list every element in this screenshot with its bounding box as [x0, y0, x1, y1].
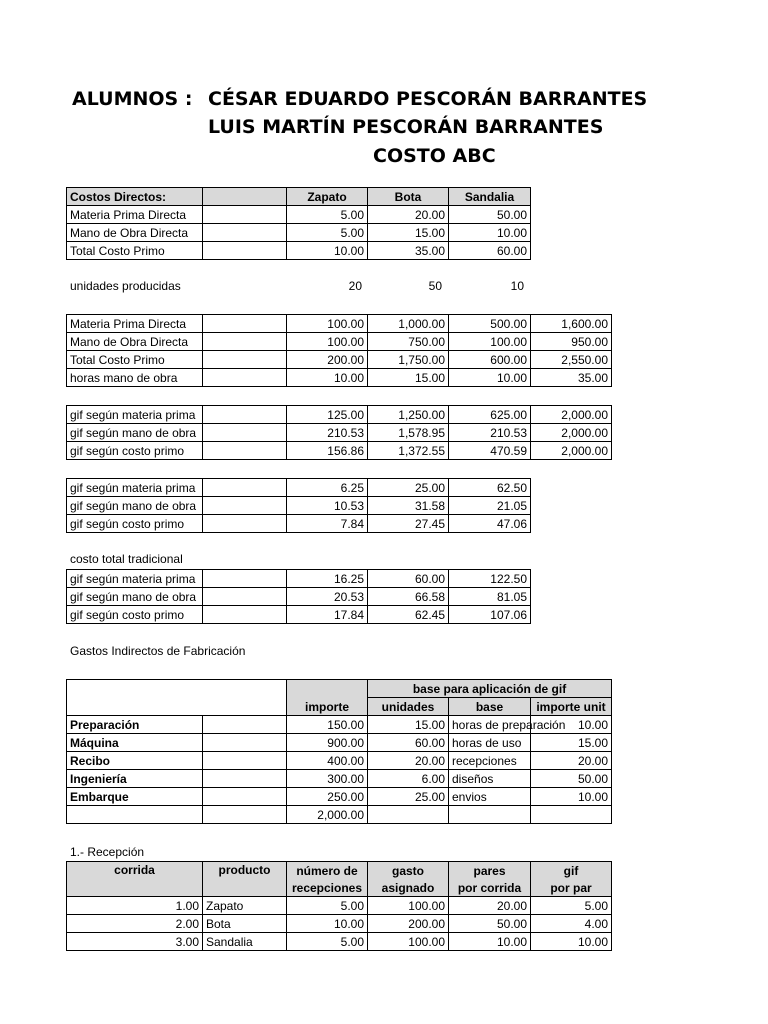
table-cell: 20.00 — [449, 897, 531, 915]
header-cell: importe unit — [531, 698, 612, 716]
units-produced-label: unidades producidas — [70, 279, 181, 293]
gif-per-unit-table — [66, 478, 531, 533]
table-cell: 27.45 — [368, 515, 449, 533]
table-cell — [203, 497, 287, 515]
table-row — [67, 333, 612, 351]
table-cell: 10.00 — [449, 224, 531, 242]
header-cell: importe — [287, 680, 368, 716]
table-cell: 10.00 — [287, 915, 368, 933]
table-cell: 600.00 — [449, 351, 531, 369]
table-cell: 20.53 — [287, 588, 368, 606]
table-cell: gif según mano de obra — [67, 424, 203, 442]
header-cell: Sandalia — [449, 188, 531, 206]
table-cell: 10.00 — [531, 788, 612, 806]
table-cell: 470.59 — [449, 442, 531, 460]
table-row — [67, 570, 531, 588]
table-cell: horas mano de obra — [67, 369, 203, 387]
table-row — [67, 315, 612, 333]
table-cell: 60.00 — [368, 734, 449, 752]
table-cell: 3.00 — [67, 933, 203, 951]
table-cell: 20.00 — [368, 752, 449, 770]
table-cell: 21.05 — [449, 497, 531, 515]
table-cell: 1,250.00 — [368, 406, 449, 424]
table-cell: 2,000.00 — [531, 406, 612, 424]
table-cell: 5.00 — [287, 224, 368, 242]
table-cell: 4.00 — [531, 915, 612, 933]
units-value: 50 — [428, 279, 442, 293]
table-header-row — [67, 680, 612, 698]
table-cell: 750.00 — [368, 333, 449, 351]
table-cell: 2.00 — [67, 915, 203, 933]
table-cell: 10.00 — [287, 369, 368, 387]
table-cell: 20.00 — [368, 206, 449, 224]
table-cell — [203, 770, 287, 788]
header-cell: unidades — [368, 698, 449, 716]
table-cell — [449, 806, 531, 824]
table-cell: 10.00 — [449, 933, 531, 951]
table-cell: gif según mano de obra — [67, 497, 203, 515]
table-cell: 6.25 — [287, 479, 368, 497]
units-value: 10 — [510, 279, 524, 293]
table-cell: Preparación — [67, 716, 203, 734]
students-label: ALUMNOS : — [72, 88, 193, 110]
table-cell: 900.00 — [287, 734, 368, 752]
table-row — [67, 406, 612, 424]
table-row — [67, 515, 531, 533]
table-cell — [203, 606, 287, 624]
table-cell: gif según materia prima — [67, 570, 203, 588]
table-cell: 100.00 — [368, 933, 449, 951]
table-cell: Embarque — [67, 788, 203, 806]
table-cell — [203, 588, 287, 606]
table-cell — [203, 752, 287, 770]
product-totals-table — [66, 314, 612, 387]
direct-costs-table — [66, 187, 531, 260]
header-cell: recepciones — [287, 879, 368, 897]
table-total-row — [67, 806, 612, 824]
table-cell: 25.00 — [368, 788, 449, 806]
table-cell: 5.00 — [287, 206, 368, 224]
table-row — [67, 606, 531, 624]
table-cell: diseños — [449, 770, 531, 788]
table-row — [67, 788, 612, 806]
table-cell: 100.00 — [368, 897, 449, 915]
table-cell — [203, 206, 287, 224]
table-cell: Ingeniería — [67, 770, 203, 788]
table-cell — [203, 224, 287, 242]
table-cell: 5.00 — [287, 933, 368, 951]
header-cell: Zapato — [287, 188, 368, 206]
table-cell: 100.00 — [449, 333, 531, 351]
table-row — [67, 497, 531, 515]
table-cell: Mano de Obra Directa — [67, 224, 203, 242]
table-cell: horas de uso — [449, 734, 531, 752]
table-cell: 125.00 — [287, 406, 368, 424]
table-cell: 1,578.95 — [368, 424, 449, 442]
table-cell: 107.06 — [449, 606, 531, 624]
table-cell: gif según costo primo — [67, 442, 203, 460]
table-cell: 100.00 — [287, 315, 368, 333]
table-cell: Materia Prima Directa — [67, 206, 203, 224]
table-row — [67, 479, 531, 497]
table-cell: 2,000.00 — [531, 442, 612, 460]
table-cell: 300.00 — [287, 770, 368, 788]
table-cell — [203, 351, 287, 369]
table-cell: Zapato — [203, 897, 287, 915]
table-cell: 2,550.00 — [531, 351, 612, 369]
table-cell — [203, 369, 287, 387]
table-row — [67, 442, 612, 460]
table-cell: 15.00 — [531, 734, 612, 752]
reception-section-label: 1.- Recepción — [70, 845, 145, 859]
table-header-row — [67, 188, 531, 206]
header-cell: base — [449, 698, 531, 716]
header-cell: por par — [531, 879, 612, 897]
header-cell: Bota — [368, 188, 449, 206]
table-header-row — [67, 862, 612, 880]
table-cell — [203, 333, 287, 351]
table-cell — [203, 442, 287, 460]
table-row — [67, 734, 612, 752]
table-row — [67, 716, 612, 734]
table-cell: 62.50 — [449, 479, 531, 497]
table-row — [67, 770, 612, 788]
table-cell — [368, 806, 449, 824]
table-cell — [203, 315, 287, 333]
header-cell: por corrida — [449, 879, 531, 897]
table-cell — [67, 806, 203, 824]
header-cell: Costos Directos: — [67, 188, 203, 206]
table-cell: Máquina — [67, 734, 203, 752]
table-cell: Recibo — [67, 752, 203, 770]
table-cell: 122.50 — [449, 570, 531, 588]
table-cell: 35.00 — [531, 369, 612, 387]
student-name-2: LUIS MARTÍN PESCORÁN BARRANTES — [208, 116, 604, 138]
table-cell — [203, 734, 287, 752]
table-cell — [203, 424, 287, 442]
table-cell: 81.05 — [449, 588, 531, 606]
table-cell: 31.58 — [368, 497, 449, 515]
header-cell: gif — [531, 862, 612, 880]
table-cell — [203, 716, 287, 734]
table-row — [67, 752, 612, 770]
header-cell: asignado — [368, 879, 449, 897]
table-cell: gif según materia prima — [67, 479, 203, 497]
table-cell: Mano de Obra Directa — [67, 333, 203, 351]
table-row — [67, 933, 612, 951]
table-cell: 62.45 — [368, 606, 449, 624]
table-cell: 250.00 — [287, 788, 368, 806]
table-cell: 50.00 — [449, 206, 531, 224]
header-cell — [67, 680, 287, 716]
table-cell: 16.25 — [287, 570, 368, 588]
gif-base-table — [66, 679, 612, 824]
table-cell: gif según costo primo — [67, 515, 203, 533]
table-cell: 15.00 — [368, 369, 449, 387]
table-cell: Bota — [203, 915, 287, 933]
table-cell: Sandalia — [203, 933, 287, 951]
table-cell: 1,750.00 — [368, 351, 449, 369]
header-cell: gasto — [368, 862, 449, 880]
table-cell: 400.00 — [287, 752, 368, 770]
header-cell: pares — [449, 862, 531, 880]
table-cell — [203, 806, 287, 824]
table-cell — [531, 806, 612, 824]
table-cell: 5.00 — [531, 897, 612, 915]
header-cell: producto — [203, 862, 287, 897]
table-cell — [203, 515, 287, 533]
table-cell: recepciones — [449, 752, 531, 770]
table-cell: 17.84 — [287, 606, 368, 624]
gif-section-label: Gastos Indirectos de Fabricación — [70, 644, 246, 658]
table-cell — [203, 479, 287, 497]
table-cell: Total Costo Primo — [67, 242, 203, 260]
table-row — [67, 915, 612, 933]
table-cell: 950.00 — [531, 333, 612, 351]
table-cell: 1.00 — [67, 897, 203, 915]
table-row — [67, 206, 531, 224]
header-cell — [203, 188, 287, 206]
table-row — [67, 424, 612, 442]
gif-total-cell: 2,000.00 — [287, 806, 368, 824]
table-cell: gif según materia prima — [67, 406, 203, 424]
table-cell: Materia Prima Directa — [67, 315, 203, 333]
table-cell: 10.53 — [287, 497, 368, 515]
table-cell: 210.53 — [287, 424, 368, 442]
table-cell: gif según mano de obra — [67, 588, 203, 606]
table-cell: 15.00 — [368, 716, 449, 734]
header-cell: corrida — [67, 862, 203, 897]
table-cell: horas de preparación — [449, 716, 531, 734]
table-cell: 6.00 — [368, 770, 449, 788]
table-cell: 10.00 — [287, 242, 368, 260]
table-cell: 10.00 — [449, 369, 531, 387]
table-row — [67, 897, 612, 915]
table-cell: gif según costo primo — [67, 606, 203, 624]
table-row — [67, 224, 531, 242]
table-cell — [203, 242, 287, 260]
table-cell: 1,000.00 — [368, 315, 449, 333]
table-cell: 200.00 — [287, 351, 368, 369]
table-cell — [203, 406, 287, 424]
table-cell: 47.06 — [449, 515, 531, 533]
table-cell: 60.00 — [449, 242, 531, 260]
reception-table — [66, 861, 612, 951]
table-cell: 10.00 — [531, 716, 612, 734]
units-value: 20 — [348, 279, 362, 293]
table-cell — [203, 788, 287, 806]
table-cell: 7.84 — [287, 515, 368, 533]
group-header-cell: base para aplicación de gif — [368, 680, 612, 698]
table-cell: 500.00 — [449, 315, 531, 333]
table-cell: 50.00 — [531, 770, 612, 788]
table-row — [67, 351, 612, 369]
table-cell: 66.58 — [368, 588, 449, 606]
traditional-cost-label: costo total tradicional — [70, 552, 183, 566]
table-cell: 10.00 — [531, 933, 612, 951]
table-cell: 150.00 — [287, 716, 368, 734]
table-cell: 625.00 — [449, 406, 531, 424]
table-cell: Total Costo Primo — [67, 351, 203, 369]
table-cell: 35.00 — [368, 242, 449, 260]
table-cell: 156.86 — [287, 442, 368, 460]
table-cell: 2,000.00 — [531, 424, 612, 442]
table-cell: 50.00 — [449, 915, 531, 933]
table-cell: 1,372.55 — [368, 442, 449, 460]
page-title: COSTO ABC — [373, 145, 496, 167]
table-cell: 15.00 — [368, 224, 449, 242]
table-row — [67, 369, 612, 387]
table-cell: 20.00 — [531, 752, 612, 770]
header-cell: número de — [287, 862, 368, 880]
units-produced-row — [0, 279, 768, 295]
table-cell: envios — [449, 788, 531, 806]
table-cell: 210.53 — [449, 424, 531, 442]
traditional-cost-table — [66, 569, 531, 624]
table-cell: 100.00 — [287, 333, 368, 351]
student-name-1: CÉSAR EDUARDO PESCORÁN BARRANTES — [208, 88, 648, 110]
table-cell — [203, 570, 287, 588]
table-cell: 200.00 — [368, 915, 449, 933]
gif-allocation-table — [66, 405, 612, 460]
table-cell: 60.00 — [368, 570, 449, 588]
table-row — [67, 588, 531, 606]
table-cell: 25.00 — [368, 479, 449, 497]
table-cell: 1,600.00 — [531, 315, 612, 333]
table-cell: 5.00 — [287, 897, 368, 915]
table-row — [67, 242, 531, 260]
